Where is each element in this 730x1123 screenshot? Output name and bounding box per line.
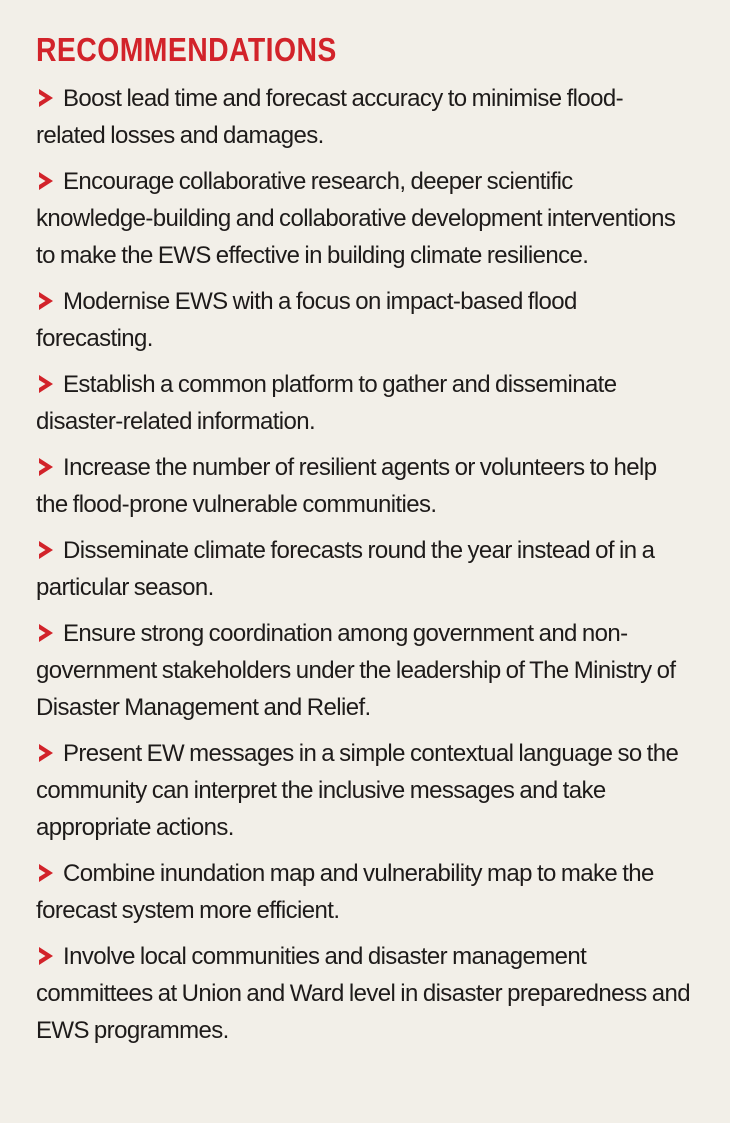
chevron-right-icon [36,742,57,764]
list-item [36,615,690,726]
list-item [36,532,690,606]
chevron-right-icon [36,945,57,967]
list-item [36,80,690,154]
list-item [36,855,690,929]
item-text: Increase the number of resilient agents or volunteers to help the flood-prone vulnerable communities. [36,454,657,518]
item-text: Ensure strong coordination among government and non-government stakeholders under the leadership of The Ministry of Disaster Management and Relief. [36,620,676,721]
item-text: Disseminate climate forecasts round the year instead of in a particular season. [36,537,655,601]
chevron-right-icon [36,170,57,192]
item-text: Encourage collaborative research, deeper scientific knowledge-building and collaborative development interventions to make the EWS effective in building climate resilience. [36,168,676,269]
chevron-right-icon [36,622,57,644]
chevron-right-icon [36,290,57,312]
item-text: Present EW messages in a simple contextual language so the community can interpret the inclusive messages and take appropriate actions. [36,740,679,841]
item-text: Establish a common platform to gather and disseminate disaster-related information. [36,371,617,435]
list-item [36,449,690,523]
section-heading: RECOMMENDATIONS [36,31,337,68]
list-item [36,735,690,846]
item-text: Boost lead time and forecast accuracy to minimise flood-related losses and damages. [36,85,624,149]
list-item [36,938,690,1049]
chevron-right-icon [36,456,57,478]
recommendations-list [36,80,690,1049]
list-item [36,366,690,440]
chevron-right-icon [36,373,57,395]
list-item [36,163,690,274]
item-text: Involve local communities and disaster management committees at Union and Ward level in disaster preparedness and EWS programmes. [36,943,691,1044]
chevron-right-icon [36,862,57,884]
list-item [36,283,690,357]
item-text: Combine inundation map and vulnerability map to make the forecast system more efficient. [36,860,654,924]
chevron-right-icon [36,87,57,109]
chevron-right-icon [36,539,57,561]
item-text: Modernise EWS with a focus on impact-based flood forecasting. [36,288,577,352]
